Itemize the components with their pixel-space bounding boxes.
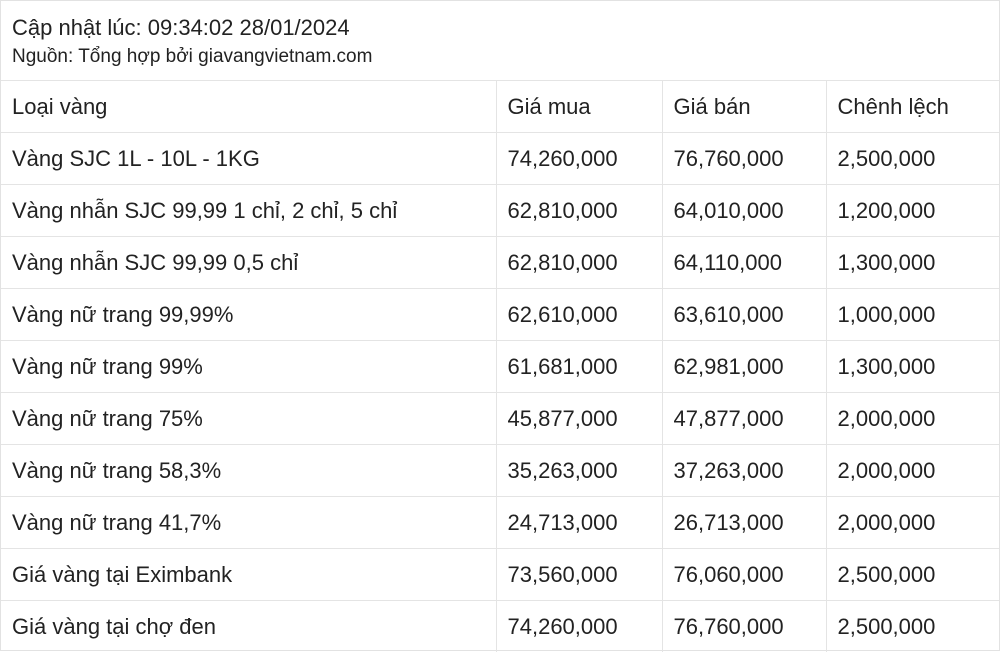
cell-sell-price: 76,760,000 bbox=[662, 601, 826, 652]
cell-sell-price: 37,263,000 bbox=[662, 445, 826, 497]
cell-gold-type: Vàng nhẫn SJC 99,99 0,5 chỉ bbox=[1, 237, 496, 289]
source-note: Nguồn: Tổng hợp bởi giavangvietnam.com bbox=[12, 43, 999, 71]
cell-sell-price: 76,060,000 bbox=[662, 549, 826, 601]
gold-price-table bbox=[1, 81, 999, 652]
table-row bbox=[1, 341, 999, 393]
cell-buy-price: 74,260,000 bbox=[496, 601, 662, 652]
cell-gold-type: Vàng nhẫn SJC 99,99 1 chỉ, 2 chỉ, 5 chỉ bbox=[1, 185, 496, 237]
cell-buy-price: 73,560,000 bbox=[496, 549, 662, 601]
cell-difference: 1,000,000 bbox=[826, 289, 999, 341]
cell-buy-price: 74,260,000 bbox=[496, 133, 662, 185]
cell-sell-price: 64,010,000 bbox=[662, 185, 826, 237]
cell-buy-price: 24,713,000 bbox=[496, 497, 662, 549]
cell-difference: 2,500,000 bbox=[826, 133, 999, 185]
header-buy-price: Giá mua bbox=[496, 81, 662, 133]
cell-gold-type: Vàng nữ trang 99% bbox=[1, 341, 496, 393]
cell-sell-price: 64,110,000 bbox=[662, 237, 826, 289]
cell-buy-price: 61,681,000 bbox=[496, 341, 662, 393]
cell-gold-type: Vàng nữ trang 75% bbox=[1, 393, 496, 445]
table-body bbox=[1, 133, 999, 652]
header-gold-type: Loại vàng bbox=[1, 81, 496, 133]
cell-sell-price: 47,877,000 bbox=[662, 393, 826, 445]
table-caption bbox=[1, 1, 999, 81]
cell-buy-price: 45,877,000 bbox=[496, 393, 662, 445]
cell-gold-type: Giá vàng tại chợ đen bbox=[1, 601, 496, 652]
table-row bbox=[1, 289, 999, 341]
cell-gold-type: Vàng nữ trang 41,7% bbox=[1, 497, 496, 549]
header-difference: Chênh lệch bbox=[826, 81, 999, 133]
table-row bbox=[1, 497, 999, 549]
cell-difference: 1,300,000 bbox=[826, 341, 999, 393]
table-row bbox=[1, 185, 999, 237]
cell-buy-price: 62,810,000 bbox=[496, 237, 662, 289]
cell-gold-type: Vàng SJC 1L - 10L - 1KG bbox=[1, 133, 496, 185]
cell-difference: 2,000,000 bbox=[826, 497, 999, 549]
cell-sell-price: 76,760,000 bbox=[662, 133, 826, 185]
update-timestamp: Cập nhật lúc: 09:34:02 28/01/2024 bbox=[12, 13, 999, 43]
cell-difference: 2,500,000 bbox=[826, 549, 999, 601]
cell-sell-price: 26,713,000 bbox=[662, 497, 826, 549]
cell-buy-price: 35,263,000 bbox=[496, 445, 662, 497]
table-row bbox=[1, 601, 999, 652]
table-row bbox=[1, 393, 999, 445]
table-row bbox=[1, 445, 999, 497]
cell-difference: 2,500,000 bbox=[826, 601, 999, 652]
table-row bbox=[1, 549, 999, 601]
cell-difference: 1,200,000 bbox=[826, 185, 999, 237]
cell-sell-price: 63,610,000 bbox=[662, 289, 826, 341]
cell-gold-type: Vàng nữ trang 58,3% bbox=[1, 445, 496, 497]
cell-difference: 2,000,000 bbox=[826, 393, 999, 445]
table-row bbox=[1, 237, 999, 289]
header-sell-price: Giá bán bbox=[662, 81, 826, 133]
cell-difference: 1,300,000 bbox=[826, 237, 999, 289]
table-row bbox=[1, 133, 999, 185]
cell-gold-type: Giá vàng tại Eximbank bbox=[1, 549, 496, 601]
cell-gold-type: Vàng nữ trang 99,99% bbox=[1, 289, 496, 341]
cell-difference: 2,000,000 bbox=[826, 445, 999, 497]
table-header-row bbox=[1, 81, 999, 133]
cell-buy-price: 62,610,000 bbox=[496, 289, 662, 341]
cell-sell-price: 62,981,000 bbox=[662, 341, 826, 393]
cell-buy-price: 62,810,000 bbox=[496, 185, 662, 237]
